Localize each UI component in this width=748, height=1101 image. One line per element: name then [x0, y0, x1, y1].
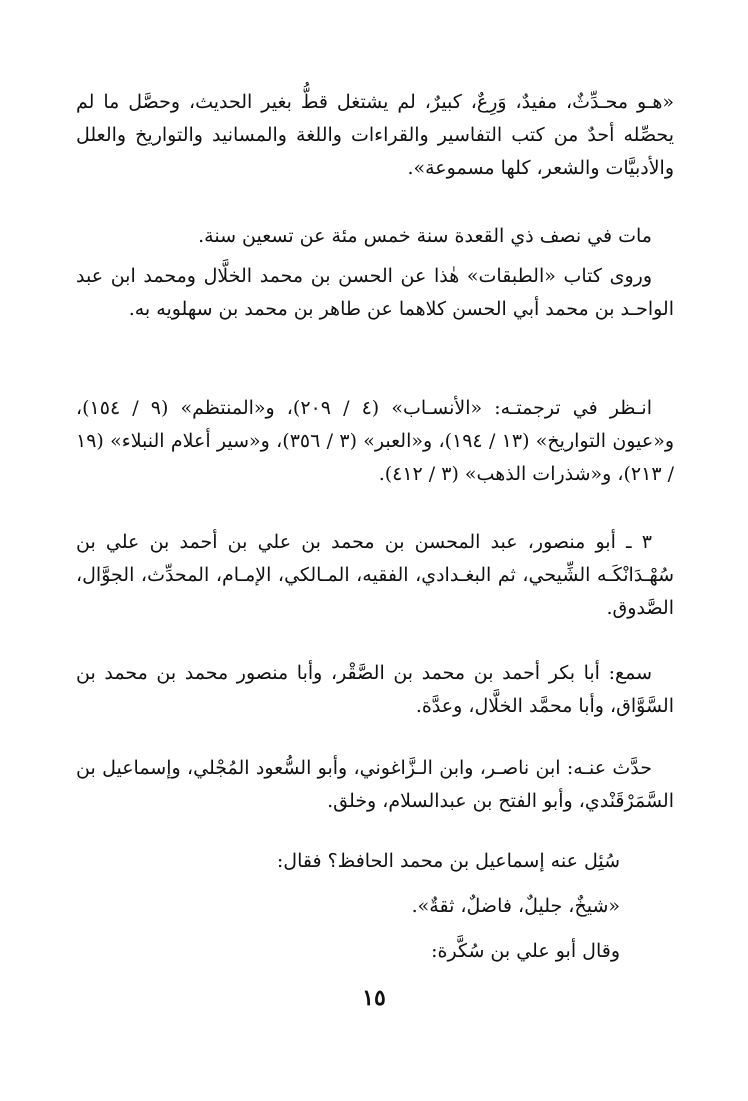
paragraph-teachers: سمع: أبا بكر أحمد بن محمد بن الصَّقْر، وأبا منصور محمد بن محمد بن السَّوَّاق، وأبا محمَّد الخلَّال، وعدَّة. [76, 662, 674, 717]
paragraph-narration-chain: وروى كتاب «الطبقات» هٰذا عن الحسن بن محمد الخلَّال ومحمد ابن عبد الواحـد بن محمد أبي الحسن كلاهما عن طاهر بن محمد بن سهلويه به. [76, 265, 674, 320]
paragraph-saying-intro: وقال أبو علي بن سُكَّرة: [431, 940, 620, 962]
paragraph-death-date: مات في نصف ذي القعدة سنة خمس مئة عن تسعين سنة. [198, 225, 652, 247]
paragraph-entry-3-name: ٣ ـ أبو منصور، عبد المحسن بن محمد بن علي بن أحمد بن علي بن سُهْـدَانْكَـه الشِّيحي، ثم البغـدادي، الفقيه، المـالكي، الإمـام، المحدِّث، الجوَّال، الصَّدوق. [76, 531, 674, 619]
paragraph-praise-quote: «شيخٌ، جليلٌ، فاضلٌ، ثقةٌ». [411, 895, 620, 917]
paragraph-question: سُئِل عنه إسماعيل بن محمد الحافظ؟ فقال: [276, 850, 620, 872]
paragraph-sources-list: انـظر في ترجمتـه: «الأنسـاب» (٤ / ٢٠٩)، و«المنتظم» (٩ / ١٥٤)، و«عيون التواريخ» (١٣ / ١٩٤)، و«العبر» (٣ / ٣٥٦)، و«سير أعلام النبلاء» (١٩ / ٢١٣)، و«شذرات الذهب» (٣ / ٤١٢). [76, 397, 674, 485]
page-number: ١٥ [362, 985, 386, 1011]
paragraph-biography-quote: «هـو محـدِّثٌ، مفيدٌ، وَرِعٌ، كبيرٌ، لم يشتغل قطُّ بغير الحديث، وحصَّل ما لم يحصِّله أحدٌ من كتب التفاسير والقراءات واللغة والمسانيد والتواريخ والعلل والأدبيَّات والشعر، كلها مسموعة». [76, 91, 674, 179]
paragraph-students: حدَّث عنـه: ابن ناصـر، وابن الـزَّاغوني، وأبو السُّعود المُجْلي، وإسماعيل بن السَّمَرْقَنْدي، وأبو الفتح بن عبدالسلام، وخلق. [76, 757, 674, 812]
